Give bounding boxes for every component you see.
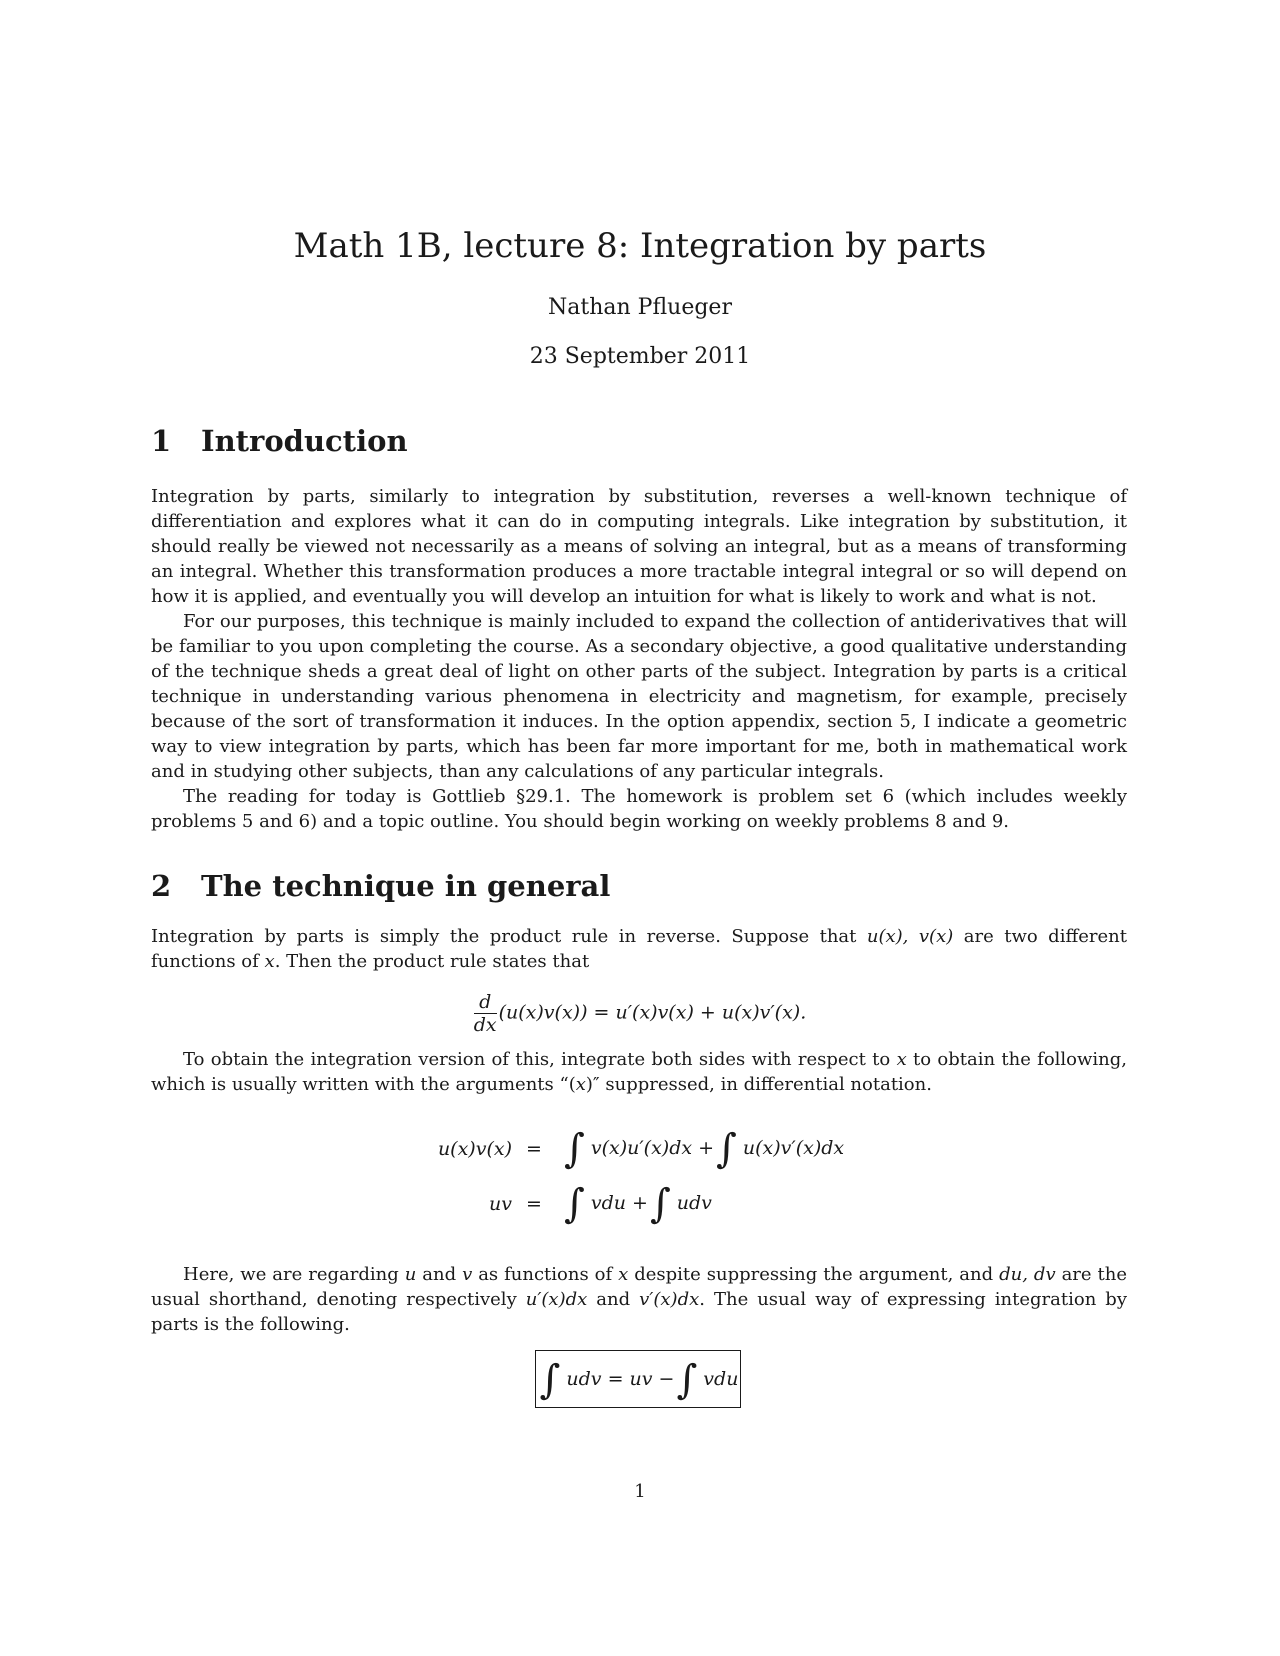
product-rule-body: (u(x)v(x)) = u′(x)v(x) + u(x)v′(x). bbox=[498, 1001, 807, 1024]
text-run: and bbox=[587, 1289, 640, 1310]
text-run: Integration by parts is simply the product rule in reverse. Suppose that bbox=[151, 926, 867, 947]
equation-1-lhs: u(x)v(x) bbox=[437, 1138, 512, 1160]
math-run: v′(x)dx bbox=[639, 1289, 700, 1310]
text-run: Here, we are regarding bbox=[183, 1264, 405, 1285]
technique-paragraph-2 bbox=[151, 1047, 1127, 1097]
technique-paragraph-1-text bbox=[151, 924, 1127, 974]
introduction-body bbox=[151, 484, 1127, 834]
integration-by-parts-formula-box bbox=[535, 1350, 741, 1408]
product-rule-equation bbox=[0, 991, 1280, 1036]
text-run: . Then the product rule states that bbox=[274, 951, 590, 972]
intro-paragraph-3: The reading for today is Gottlieb §29.1. The homework is problem set 6 (which includes weekly problems 5 and 6) and a topic outline. You should begin working on weekly problems 8 and 9. bbox=[151, 786, 1127, 832]
text-run: )″ suppressed, in differential notation. bbox=[585, 1074, 932, 1095]
intro-paragraph-2: For our purposes, this technique is mainly included to expand the collection of antiderivatives that will be familiar to you upon completing the course. As a secondary objective, a good qualitative understanding of the technique sheds a great deal of light on other parts of the subject. Integration by parts is a critical technique in understanding various phenomena in electricity and magnetism, for example, precisely because of the sort of transformation it induces. In the option appendix, section 5, I indicate a geometric way to view integration by parts, which has been far more important for me, both in mathematical work and in studying other subjects, than any calculations of any particular integrals. bbox=[151, 611, 1127, 782]
document-date: 23 September 2011 bbox=[529, 344, 751, 369]
text-run: . The usual way of expressing integration by parts is the following. bbox=[151, 1289, 1127, 1335]
equation-1-term-1: v(x)u′(x)dx + bbox=[590, 1137, 715, 1159]
equation-2-term-1: vdu + bbox=[590, 1192, 648, 1214]
technique-paragraph-1 bbox=[151, 924, 1127, 974]
page-number: 1 bbox=[634, 1481, 646, 1502]
math-run: x bbox=[264, 951, 275, 972]
math-run: u bbox=[404, 1264, 417, 1285]
equation-2-equals: = bbox=[526, 1193, 542, 1215]
integral-sign: ∫ bbox=[564, 1181, 585, 1227]
boxed-term-2: vdu bbox=[703, 1368, 739, 1390]
section-2-heading bbox=[151, 866, 610, 906]
integral-sign: ∫ bbox=[649, 1181, 671, 1227]
technique-paragraph-3 bbox=[151, 1262, 1127, 1337]
section-1-heading bbox=[151, 421, 408, 461]
text-run: as functions of bbox=[472, 1264, 619, 1285]
fraction-numerator: d bbox=[474, 991, 497, 1014]
text-run: To obtain the integration version of this, integrate both sides with respect to bbox=[183, 1049, 897, 1070]
author-name: Nathan Pflueger bbox=[548, 295, 732, 320]
intro-paragraph-1: Integration by parts, similarly to integration by substitution, reverses a well-known technique of differentiation and explores what it can do in computing integrals. Like integration by substitution, it should really be viewed not necessarily as a means of solving an integral, but as a means of transforming an integral. Whether this transformation produces a more tractable integral integral or so will depend on how it is applied, and eventually you will develop an intuition for what is likely to work and what is not. bbox=[151, 486, 1127, 607]
math-run: x bbox=[618, 1264, 629, 1285]
math-run: x bbox=[575, 1074, 586, 1095]
math-run: du, dv bbox=[999, 1264, 1056, 1285]
section-2-number: 2 bbox=[151, 869, 172, 903]
technique-paragraph-3-text bbox=[151, 1262, 1127, 1337]
integral-sign: ∫ bbox=[676, 1357, 698, 1403]
equation-2-term-2: udv bbox=[676, 1192, 712, 1214]
math-run: v bbox=[462, 1264, 473, 1285]
integral-sign: ∫ bbox=[716, 1126, 737, 1172]
equation-1-equals: = bbox=[526, 1138, 542, 1160]
equation-2-rhs bbox=[562, 1173, 712, 1233]
math-run: u′(x)dx bbox=[525, 1289, 588, 1310]
text-run: are two different functions of bbox=[151, 926, 1127, 972]
fraction-denominator: dx bbox=[473, 1014, 497, 1036]
section-1-number: 1 bbox=[151, 424, 172, 458]
equation-1-rhs bbox=[562, 1118, 844, 1178]
text-run: and bbox=[416, 1264, 463, 1285]
integral-sign: ∫ bbox=[564, 1126, 585, 1172]
math-run: x bbox=[896, 1049, 907, 1070]
text-run: are the usual shorthand, denoting respectively bbox=[151, 1264, 1127, 1310]
section-2-title: The technique in general bbox=[201, 869, 611, 903]
equation-2-lhs: uv bbox=[489, 1193, 512, 1215]
document-title: Math 1B, lecture 8: Integration by parts bbox=[293, 226, 987, 266]
section-1-title: Introduction bbox=[201, 424, 408, 458]
text-run: despite suppressing the argument, and bbox=[628, 1264, 1000, 1285]
integral-sign: ∫ bbox=[539, 1357, 561, 1403]
technique-paragraph-2-text bbox=[151, 1047, 1127, 1097]
text-run: to obtain the following, which is usually written with the arguments “( bbox=[151, 1049, 1128, 1095]
math-run: u(x), v(x) bbox=[866, 926, 954, 947]
equation-1-term-2: u(x)v′(x)dx bbox=[742, 1137, 845, 1159]
derivative-fraction bbox=[474, 991, 497, 1036]
boxed-term-1: udv = uv − bbox=[566, 1368, 675, 1390]
